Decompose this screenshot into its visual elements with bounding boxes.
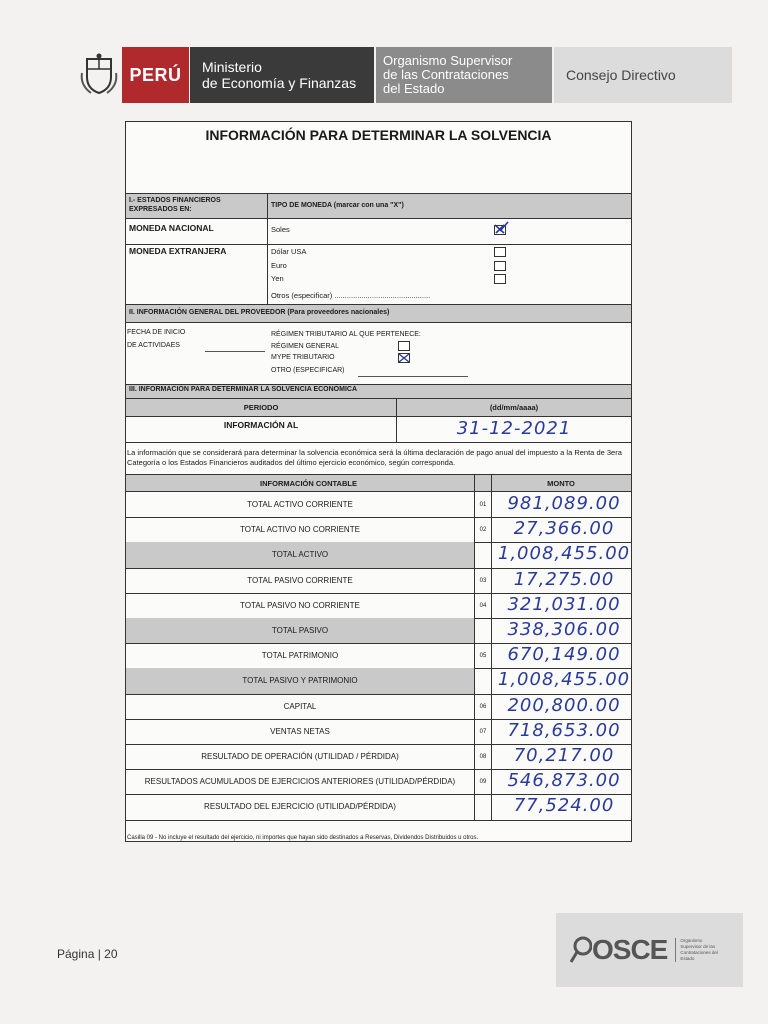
periodo-label: PERIODO xyxy=(243,403,279,412)
row-amount[interactable]: 546,873.00 xyxy=(507,770,621,792)
otro-label: OTRO (ESPECIFICAR) xyxy=(271,367,345,374)
row-label: VENTAS NETAS xyxy=(270,726,330,736)
dolar-label: Dólar USA xyxy=(271,247,307,256)
table-row xyxy=(126,668,631,693)
regimen-general-label: RÉGIMEN GENERAL xyxy=(271,343,340,350)
fecha-inicio-line-1: FECHA DE INICIO xyxy=(127,329,186,336)
mype-checkbox[interactable] xyxy=(398,353,410,363)
moneda-extranjera-label: MONEDA EXTRANJERA xyxy=(129,246,227,256)
mype-label: MYPE TRIBUTARIO xyxy=(271,354,335,361)
osce-logo-word: OSCE xyxy=(592,934,668,965)
row-code: 02 xyxy=(479,527,487,534)
table-row xyxy=(126,517,631,542)
council-label: Consejo Directivo xyxy=(554,47,732,103)
section2-header: II. INFORMACIÓN GENERAL DEL PROVEEDOR (Para proveedores nacionales) xyxy=(129,309,390,316)
osce-line-1: Organismo Supervisor xyxy=(383,53,513,68)
yen-checkbox[interactable] xyxy=(494,274,506,284)
coat-of-arms-icon xyxy=(76,47,122,103)
row-code: 09 xyxy=(479,779,487,786)
regimen-general-checkbox[interactable] xyxy=(398,341,410,351)
col-monto: MONTO xyxy=(547,479,575,488)
row-code: 03 xyxy=(479,577,487,584)
date-format-label: (dd/mm/aaaa) xyxy=(489,403,539,412)
table-row xyxy=(126,568,631,593)
ministry-line-2: de Economía y Finanzas xyxy=(202,75,357,91)
fecha-inicio-field[interactable] xyxy=(205,351,265,352)
row-label: TOTAL ACTIVO NO CORRIENTE xyxy=(240,525,360,535)
row-amount[interactable]: 718,653.00 xyxy=(507,719,621,741)
section1-left-header: I.- ESTADOS FINANCIEROS EXPRESADOS EN: xyxy=(129,197,221,213)
row-label: RESULTADO DE OPERACIÓN (UTILIDAD / PÉRDIDA) xyxy=(201,752,399,761)
row-label: RESULTADOS ACUMULADOS DE EJERCICIOS ANTERIORES (UTILIDAD/PÉRDIDA) xyxy=(144,777,456,787)
row-amount[interactable]: 77,524.00 xyxy=(513,795,615,817)
osce-label xyxy=(376,47,552,103)
table-row xyxy=(126,542,631,567)
soles-label: Soles xyxy=(271,225,290,234)
informacion-al-value[interactable]: 31-12-2021 xyxy=(456,418,572,439)
ministry-line-1: Ministerio xyxy=(202,59,262,75)
row-label: TOTAL PASIVO xyxy=(271,626,329,635)
row-amount[interactable]: 1,008,455.00 xyxy=(497,669,631,691)
country-label: PERÚ xyxy=(122,47,189,103)
row-amount[interactable]: 17,275.00 xyxy=(513,568,615,590)
otros-label: Otros (especificar) .............................................. xyxy=(271,291,431,300)
magnifier-icon xyxy=(570,935,592,965)
table-row xyxy=(126,694,631,719)
informacion-al-label: INFORMACIÓN AL xyxy=(223,420,299,430)
solvency-note: La información que se considerará para determinar la solvencia económica será la última declaración de pago anual del impuesto a la Renta de 3era Categoría o los Estados Financieros auditados del último ejercicio económico, según corresponda. xyxy=(127,448,622,467)
ministry-label xyxy=(190,47,374,103)
dolar-checkbox[interactable] xyxy=(494,247,506,257)
row-label: TOTAL ACTIVO xyxy=(271,550,329,560)
moneda-nacional-label: MONEDA NACIONAL xyxy=(129,223,214,233)
table-row xyxy=(126,618,631,643)
row-code: 08 xyxy=(479,754,487,760)
osce-line-2: de las Contrataciones xyxy=(383,67,509,82)
table-row xyxy=(126,769,631,794)
row-amount[interactable]: 200,800.00 xyxy=(507,694,621,716)
solvency-form xyxy=(125,121,632,842)
row-code: 06 xyxy=(479,703,487,710)
row-label: TOTAL PASIVO CORRIENTE xyxy=(247,575,353,585)
row-code: 01 xyxy=(479,502,487,508)
row-code: 05 xyxy=(479,653,487,660)
row-label: RESULTADO DEL EJERCICIO (UTILIDAD/PÉRDIDA) xyxy=(204,802,396,812)
euro-checkbox[interactable] xyxy=(494,261,506,271)
page-number: Página | 20 xyxy=(57,947,118,961)
col-info-contable: INFORMACIÓN CONTABLE xyxy=(260,479,357,488)
otro-especificar-field[interactable] xyxy=(358,376,468,377)
row-code: 07 xyxy=(479,728,487,735)
row-label: TOTAL PATRIMONIO xyxy=(261,651,339,661)
footnote: Casilla 09 - No incluye el resultado del ejercicio, ni importes que hayan sido destinados a Reservas, Dividendos Distribuidos u otros. xyxy=(127,835,479,841)
header-banner xyxy=(76,47,732,103)
osce-logo xyxy=(556,913,743,987)
row-amount[interactable]: 321,031.00 xyxy=(507,593,621,615)
row-label: CAPITAL xyxy=(283,701,317,711)
soles-checkbox[interactable] xyxy=(494,225,506,235)
euro-label: Euro xyxy=(271,261,287,270)
fecha-inicio-line-2: DE ACTIVIDAES xyxy=(127,342,180,349)
row-code: 04 xyxy=(479,602,487,609)
row-amount[interactable]: 1,008,455.00 xyxy=(497,543,631,565)
table-row xyxy=(126,719,631,744)
regimen-title: RÉGIMEN TRIBUTARIO AL QUE PERTENECE: xyxy=(271,331,421,338)
osce-line-3: del Estado xyxy=(383,81,445,96)
osce-logo-subtitle: Organismo Supervisor de las Contrataciones del Estado xyxy=(675,938,724,962)
row-amount[interactable]: 338,306.00 xyxy=(507,619,621,640)
table-row xyxy=(126,643,631,668)
row-label: TOTAL PASIVO NO CORRIENTE xyxy=(240,600,360,610)
row-amount[interactable]: 670,149.00 xyxy=(507,644,621,666)
row-amount[interactable]: 70,217.00 xyxy=(513,745,615,766)
section1-right-header: TIPO DE MONEDA (marcar con una "X") xyxy=(271,202,404,209)
table-row xyxy=(126,794,631,819)
yen-label: Yen xyxy=(271,274,284,283)
table-row xyxy=(126,593,631,618)
section3-header: III. INFORMACIÓN PARA DETERMINAR LA SOLVENCIA ECONÓMICA xyxy=(129,386,358,393)
table-row xyxy=(126,744,631,769)
row-amount[interactable]: 27,366.00 xyxy=(513,518,615,540)
row-label: TOTAL ACTIVO CORRIENTE xyxy=(247,500,353,509)
form-title: INFORMACIÓN PARA DETERMINAR LA SOLVENCIA xyxy=(205,127,552,143)
row-label: TOTAL PASIVO Y PATRIMONIO xyxy=(242,676,358,686)
row-amount[interactable]: 981,089.00 xyxy=(507,493,621,514)
table-row xyxy=(126,492,631,517)
